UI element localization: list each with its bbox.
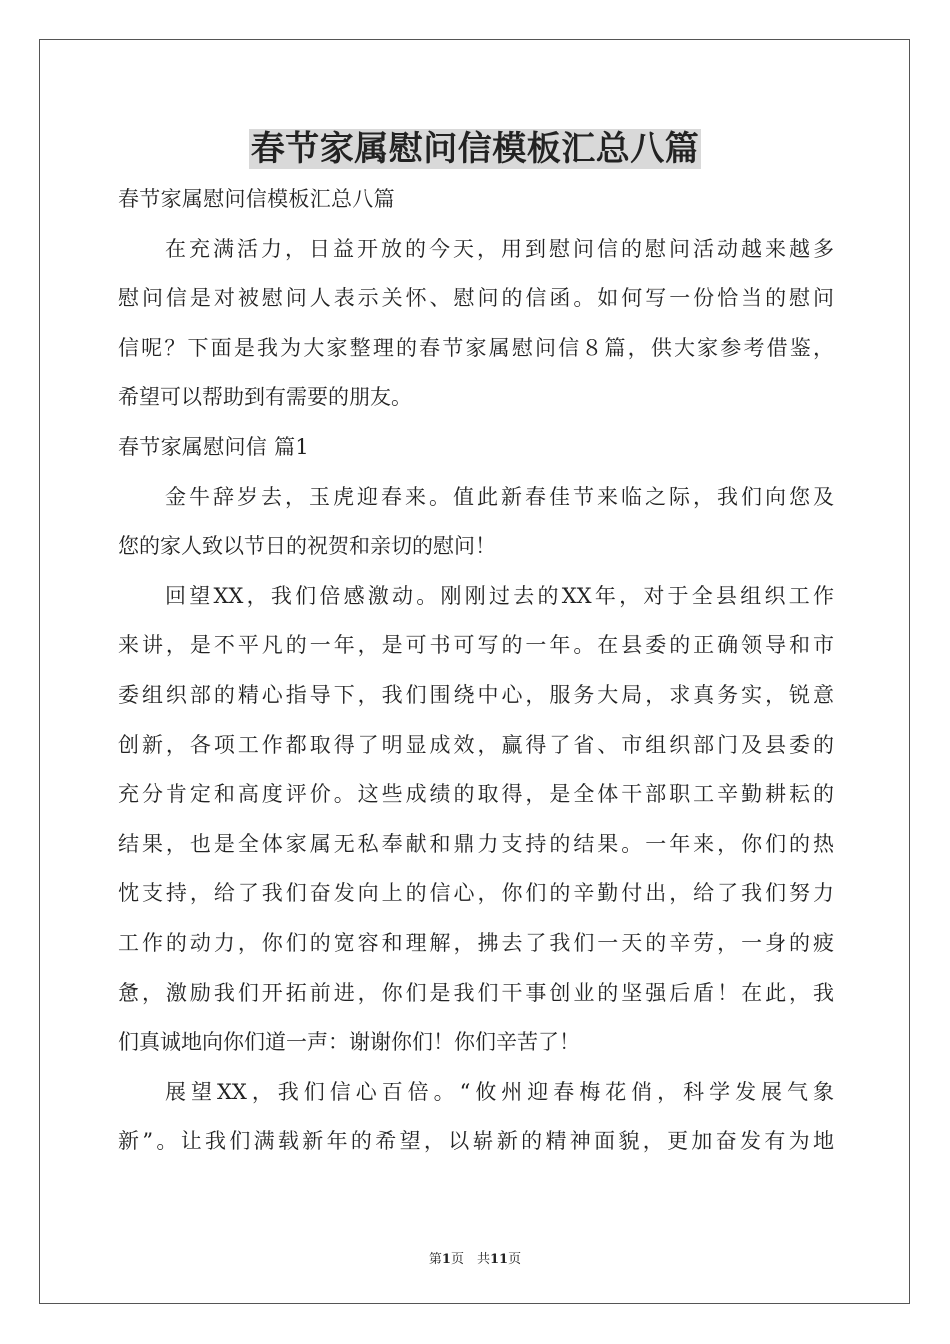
text-line: 在充满活力，日益开放的今天，用到慰问信的慰问活动越来越多: [165, 236, 834, 261]
document-body: [118, 175, 834, 1167]
text-line: 慰问信是对被慰问人表示关怀、慰问的信函。如何写一份恰当的慰问: [118, 286, 834, 311]
text-line: 委组织部的精心指导下，我们围绕中心，服务大局，求真务实，锐意: [118, 682, 834, 707]
text-line: 您的家人致以节日的祝贺和亲切的慰问！: [118, 534, 496, 559]
text-line: 金牛辞岁去，玉虎迎春来。值此新春佳节来临之际，我们向您及: [165, 484, 834, 509]
footer-prefix: 第: [428, 1252, 442, 1267]
text-line: 工作的动力，你们的宽容和理解，拂去了我们一天的辛劳，一身的疲: [118, 930, 834, 955]
footer-mid: 页 共: [450, 1252, 490, 1267]
text-line: 创新，各项工作都取得了明显成效，赢得了省、市组织部门及县委的: [118, 732, 834, 757]
section-heading: 春节家属慰问信模板汇总八篇: [118, 187, 395, 211]
text-line: 信呢？下面是我为大家整理的春节家属慰问信８篇，供大家参考借鉴，: [118, 335, 834, 360]
footer-total-pages: 11: [489, 1252, 509, 1267]
page-footer: [0, 1248, 950, 1267]
text-line: 们真诚地向你们道一声：谢谢你们！你们辛苦了！: [118, 1030, 580, 1055]
text-line: 展望XX，我们信心百倍。“攸州迎春梅花俏，科学发展气象: [165, 1079, 834, 1104]
text-line: 惫，激励我们开拓前进，你们是我们干事创业的坚强后盾！在此，我: [118, 980, 834, 1005]
document-title: [0, 124, 950, 174]
text-line: 新”。让我们满载新年的希望，以崭新的精神面貌，更加奋发有为地: [118, 1129, 834, 1154]
text-line: 结果，也是全体家属无私奉献和鼎力支持的结果。一年来，你们的热: [118, 831, 834, 856]
text-line: 希望可以帮助到有需要的朋友。: [118, 385, 412, 410]
text-line: 充分肯定和高度评价。这些成绩的取得，是全体干部职工辛勤耕耘的: [118, 782, 834, 807]
text-line: 来讲，是不平凡的一年，是可书可写的一年。在县委的正确领导和市: [118, 633, 834, 658]
document-title-text: 春节家属慰问信模板汇总八篇: [250, 129, 700, 169]
text-line: 回望XX，我们倍感激动。刚刚过去的XX年，对于全县组织工作: [165, 583, 834, 608]
text-line: 忱支持，给了我们奋发向上的信心，你们的辛勤付出，给了我们努力: [118, 881, 834, 906]
footer-suffix: 页: [508, 1252, 522, 1267]
footer-current-page: 1: [441, 1252, 451, 1267]
section-heading: 春节家属慰问信 篇1: [118, 434, 310, 459]
